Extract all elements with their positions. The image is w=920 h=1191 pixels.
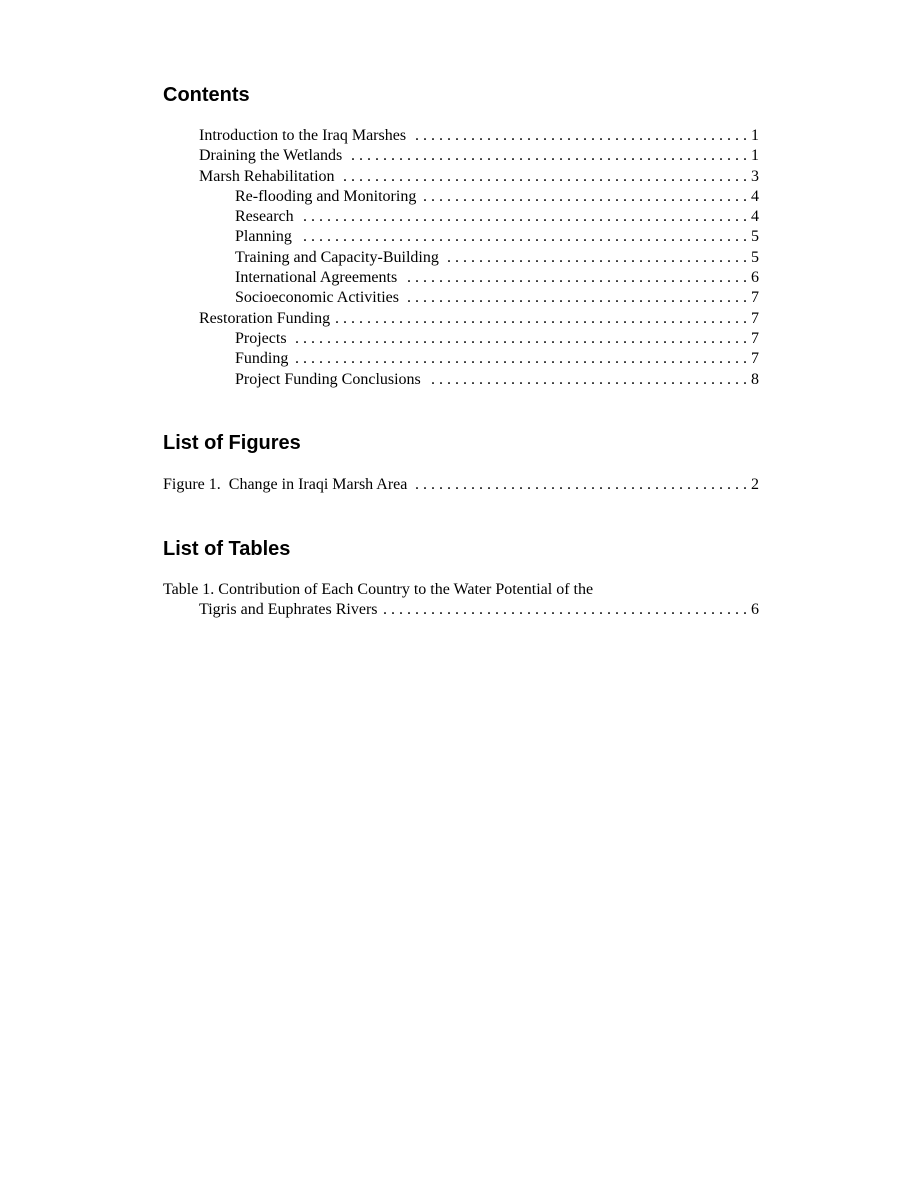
- toc-subentry[interactable]: [163, 207, 759, 227]
- toc-entry-title: Introduction to the Iraq Marshes: [199, 127, 407, 144]
- toc-entry-title: Projects: [235, 329, 287, 347]
- toc-entry-title: Training and Capacity-Building: [235, 248, 439, 266]
- toc-subentry[interactable]: [163, 268, 759, 288]
- toc-entry-title: Planning: [235, 228, 292, 246]
- toc-entry-title: Marsh Rehabilitation: [199, 167, 335, 185]
- toc-entry-page: 4: [751, 187, 759, 205]
- toc-entry-page: 8: [751, 370, 759, 388]
- toc-entry-title: Restoration Funding: [199, 309, 331, 327]
- toc-subentry[interactable]: [163, 349, 759, 369]
- toc-entry-page: 7: [751, 289, 759, 307]
- toc-entry-page: 5: [751, 248, 759, 266]
- toc-subentry[interactable]: [163, 187, 759, 207]
- toc-entry-page: 7: [751, 350, 759, 368]
- dot-leader: [293, 329, 747, 349]
- toc-entry-page: 3: [751, 167, 759, 185]
- figure-entry-title: Figure 1. Change in Iraqi Marsh Area: [163, 476, 408, 493]
- toc-entry-page: 1: [751, 127, 759, 144]
- dot-leader: [336, 309, 747, 329]
- dot-leader: [348, 146, 747, 166]
- dot-leader: [298, 227, 747, 247]
- toc-entry-page: 7: [751, 309, 759, 327]
- dot-leader: [300, 207, 747, 227]
- toc-entry-page: 5: [751, 228, 759, 246]
- toc-entry-title: International Agreements: [235, 269, 398, 287]
- toc-entry-page: 1: [751, 147, 759, 165]
- toc-subentry[interactable]: [163, 227, 759, 247]
- toc-entry-title: Re-flooding and Monitoring: [235, 187, 417, 205]
- table-entry[interactable]: [163, 580, 759, 621]
- toc-entry[interactable]: [163, 146, 759, 166]
- toc-entry-page: 4: [751, 208, 759, 226]
- figure-entry[interactable]: [163, 475, 759, 495]
- dot-leader: [384, 600, 747, 620]
- table-entry-continuation: [163, 600, 759, 620]
- toc-subentry[interactable]: [163, 370, 759, 390]
- toc-entry-title: Research: [235, 208, 294, 226]
- toc-entry-title: Draining the Wetlands: [199, 147, 343, 165]
- toc-entry-title: Project Funding Conclusions: [235, 370, 421, 388]
- dot-leader: [427, 370, 747, 390]
- toc-entry-title: Funding: [235, 350, 289, 368]
- dot-leader: [294, 349, 747, 369]
- toc-subentry[interactable]: [163, 248, 759, 268]
- dot-leader: [405, 288, 747, 308]
- dot-leader: [412, 126, 747, 146]
- dot-leader: [413, 475, 747, 495]
- toc-subentry[interactable]: [163, 288, 759, 308]
- table-entry-title-line2: Tigris and Euphrates Rivers: [199, 601, 378, 619]
- list-of-tables-heading: List of Tables: [163, 538, 291, 560]
- table-entry-title-line1: Table 1. Contribution of Each Country to the Water Potential of the: [163, 581, 594, 598]
- dot-leader: [422, 187, 747, 207]
- toc-entry[interactable]: [163, 167, 759, 187]
- toc-subentry[interactable]: [163, 329, 759, 349]
- figures-list: [163, 475, 759, 495]
- toc-entry-page: 6: [751, 269, 759, 287]
- toc-entry-page: 7: [751, 329, 759, 347]
- dot-leader: [403, 268, 747, 288]
- figure-entry-page: 2: [751, 476, 759, 493]
- contents-heading: Contents: [163, 84, 250, 106]
- contents-list: [163, 126, 759, 390]
- dot-leader: [445, 248, 747, 268]
- dot-leader: [341, 167, 747, 187]
- toc-entry[interactable]: [163, 126, 759, 146]
- list-of-figures-heading: List of Figures: [163, 432, 301, 454]
- toc-entry-title: Socioeconomic Activities: [235, 289, 399, 307]
- table-entry-page: 6: [751, 601, 759, 619]
- tables-list: [163, 580, 759, 621]
- toc-entry[interactable]: [163, 309, 759, 329]
